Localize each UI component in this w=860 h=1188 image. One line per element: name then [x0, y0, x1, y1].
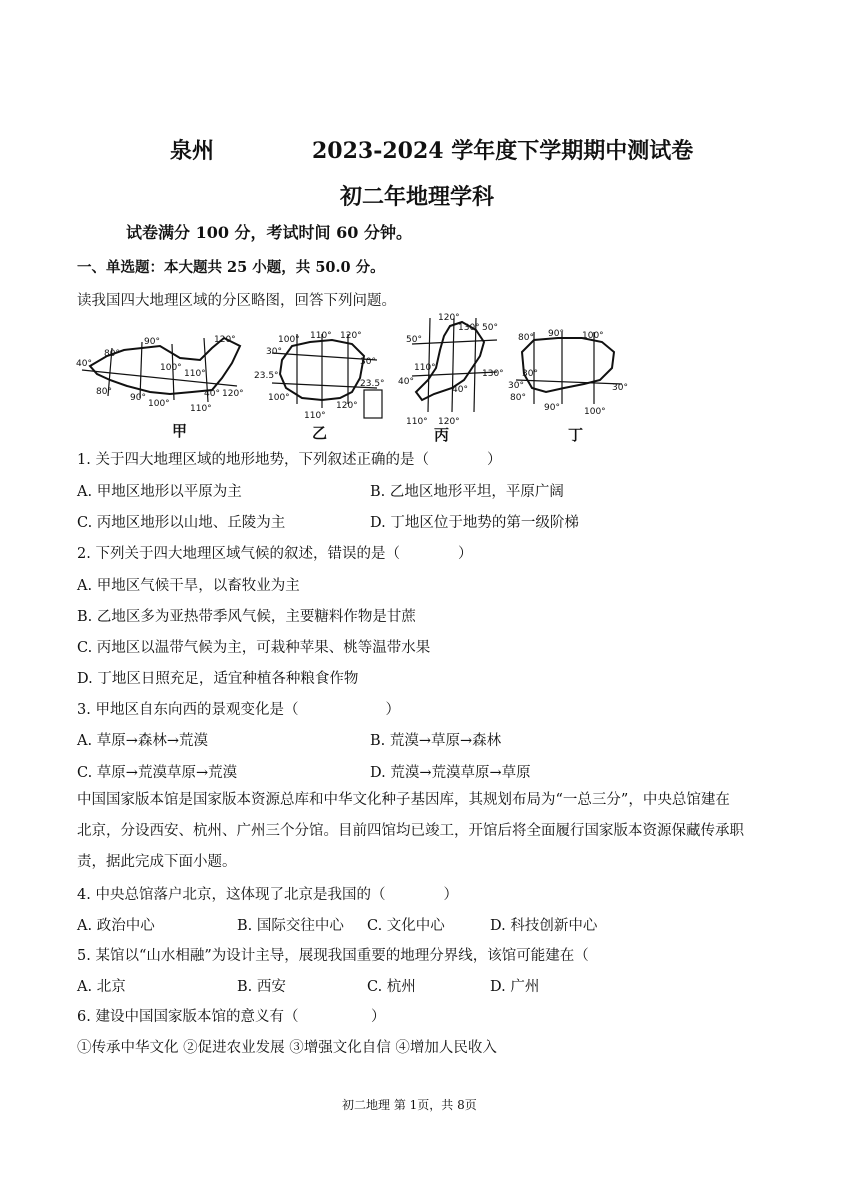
map-northwest	[72, 308, 252, 448]
section-intro: 读我国四大地理区域的分区略图，回答下列问题。	[77, 293, 396, 309]
question-4-option-b: B. 国际交往中心	[237, 918, 344, 934]
question-5-option-b: B. 西安	[237, 979, 286, 995]
reading-passage-line-2: 北京，分设西安、杭州、广州三个分馆。目前四馆均已竣工，开馆后将全面履行国家版本资源保藏传承职	[77, 823, 744, 839]
question-1-option-b: B. 乙地区地形平坦，平原广阔	[370, 484, 564, 500]
map-ding-tick: 90°	[548, 329, 564, 339]
map-yi-tick: 120°	[340, 331, 362, 341]
map-bing-tick: 120°	[438, 313, 460, 323]
map-bing-tick: 120°	[438, 417, 460, 427]
question-6-stem: 6. 建设中国国家版本馆的意义有（ ）	[77, 1009, 386, 1025]
question-1-option-a: A. 甲地区地形以平原为主	[77, 484, 242, 500]
map-ding-tick: 80°	[510, 393, 526, 403]
map-yi-tick: 23.5°	[360, 379, 385, 389]
question-3-option-b: B. 荒漠→草原→森林	[370, 733, 502, 749]
map-jia-tick: 120°	[222, 389, 244, 399]
map-jia-tick: 40°	[76, 359, 92, 369]
map-bing-label: 丙	[434, 426, 450, 444]
map-jia-tick: 90°	[144, 337, 160, 347]
map-yi-label: 乙	[312, 424, 328, 442]
map-yi-tick: 110°	[310, 331, 332, 341]
map-jia-label: 甲	[172, 422, 188, 440]
question-5-option-d: D. 广州	[490, 979, 540, 995]
question-1-option-d: D. 丁地区位于地势的第一级阶梯	[370, 515, 579, 531]
reading-passage-line-3: 责，据此完成下面小题。	[77, 854, 237, 870]
question-3-option-a: A. 草原→森林→荒漠	[77, 733, 208, 749]
map-bing-tick: 40°	[398, 377, 414, 387]
map-jia-tick: 80°	[104, 349, 120, 359]
map-bing-tick: 110°	[406, 417, 428, 427]
exam-title: 2023-2024 学年度下学期期中测试卷	[312, 138, 694, 164]
question-4-option-d: D. 科技创新中心	[490, 918, 598, 934]
map-jia-tick: 100°	[160, 363, 182, 373]
question-2-stem: 2. 下列关于四大地理区域气候的叙述，错误的是（ ）	[77, 546, 473, 562]
map-yi-tick: 110°	[304, 411, 326, 421]
map-ding-tick: 30°	[508, 381, 524, 391]
reading-passage-line-1: 中国国家版本馆是国家版本资源总库和中华文化种子基因库，其规划布局为“一总三分”，中央总馆建在	[77, 792, 730, 808]
map-ding-tick: 30°	[612, 383, 628, 393]
question-4-stem: 4. 中央总馆落户北京，这体现了北京是我国的（ ）	[77, 887, 458, 903]
question-5-option-c: C. 杭州	[367, 979, 416, 995]
map-jia-tick: 100°	[148, 399, 170, 409]
section-heading: 一、单选题：本大题共 25 小题，共 50.0 分。	[77, 259, 385, 276]
map-bing-tick: 50°	[482, 323, 498, 333]
map-ding-tick: 90°	[544, 403, 560, 413]
map-ding-tick: 80°	[518, 333, 534, 343]
map-ding-tick: 30°	[522, 369, 538, 379]
map-bing-tick: 130°	[458, 323, 480, 333]
map-jia-tick: 110°	[184, 369, 206, 379]
question-4-option-c: C. 文化中心	[367, 918, 445, 934]
map-jia-tick: 80°	[96, 387, 112, 397]
question-1-option-c: C. 丙地区地形以山地、丘陵为主	[77, 515, 286, 531]
question-3-stem: 3. 甲地区自东向西的景观变化是（ ）	[77, 702, 400, 718]
question-5-option-a: A. 北京	[77, 979, 126, 995]
question-3-option-c: C. 草原→荒漠草原→荒漠	[77, 765, 238, 781]
question-1-stem: 1. 关于四大地理区域的地形地势，下列叙述正确的是（ ）	[77, 452, 502, 468]
map-yi-tick: 100°	[278, 335, 300, 345]
map-ding-tick: 100°	[582, 331, 604, 341]
map-bing-tick: 40°	[452, 385, 468, 395]
map-bing-tick: 130°	[482, 369, 504, 379]
map-bing-tick: 110°	[414, 363, 436, 373]
map-bing-tick: 50°	[406, 335, 422, 345]
exam-info: 试卷满分 100 分，考试时间 60 分钟。	[126, 223, 412, 242]
exam-subtitle: 初二年地理学科	[340, 184, 495, 210]
question-2-option-a: A. 甲地区气候干旱，以畜牧业为主	[77, 578, 300, 594]
school-name: 泉州	[170, 138, 215, 164]
question-6-items: ①传承中华文化 ②促进农业发展 ③增强文化自信 ④增加人民收入	[77, 1040, 497, 1056]
map-ding-label: 丁	[568, 426, 584, 444]
map-north	[392, 308, 512, 448]
map-yi-tick: 100°	[268, 393, 290, 403]
map-jia-tick: 110°	[190, 404, 212, 414]
region-maps	[72, 308, 632, 448]
map-jia-tick: 90°	[130, 393, 146, 403]
map-jia-tick: 40°	[204, 389, 220, 399]
map-yi-tick: 23.5°	[254, 371, 279, 381]
map-yi-tick: 120°	[336, 401, 358, 411]
map-jia-tick: 120°	[214, 335, 236, 345]
question-5-stem: 5. 某馆以“山水相融”为设计主导，展现我国重要的地理分界线，该馆可能建在（	[77, 948, 589, 964]
question-2-option-d: D. 丁地区日照充足，适宜种植各种粮食作物	[77, 671, 359, 687]
map-yi-tick: 30°	[266, 347, 282, 357]
question-2-option-b: B. 乙地区多为亚热带季风气候，主要糖料作物是甘蔗	[77, 609, 416, 625]
question-2-option-c: C. 丙地区以温带气候为主，可栽种苹果、桃等温带水果	[77, 640, 431, 656]
question-4-option-a: A. 政治中心	[77, 918, 155, 934]
page-footer: 初二地理 第 1页，共 8页	[342, 1098, 477, 1112]
question-3-option-d: D. 荒漠→荒漠草原→草原	[370, 765, 531, 781]
map-ding-tick: 100°	[584, 407, 606, 417]
map-yi-tick: 30°	[360, 357, 376, 367]
